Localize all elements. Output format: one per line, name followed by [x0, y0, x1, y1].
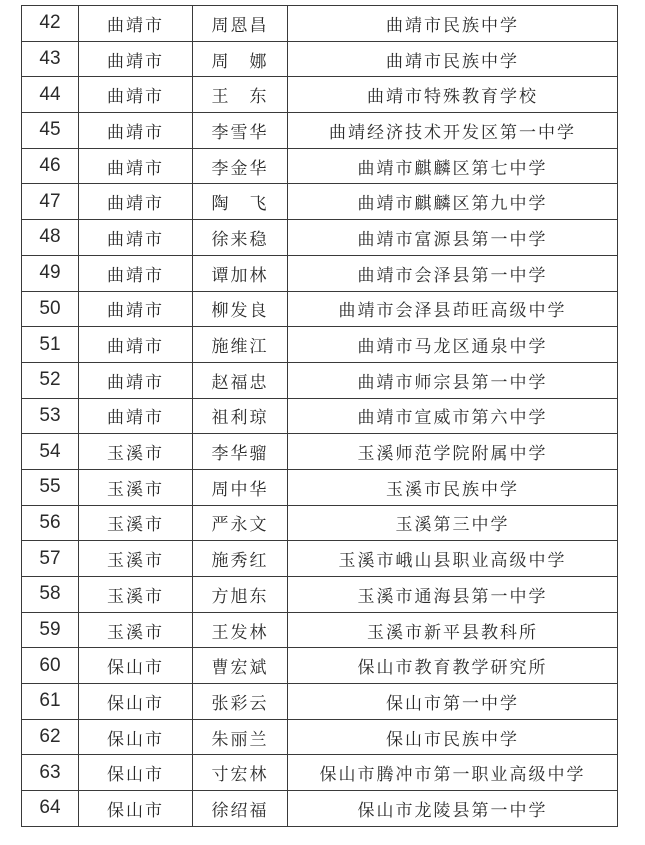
city-cell: 保山市 [79, 684, 193, 720]
city-cell: 曲靖市 [79, 291, 193, 327]
row-number-cell: 61 [22, 684, 79, 720]
row-number-cell: 60 [22, 648, 79, 684]
row-number-cell: 42 [22, 6, 79, 42]
table-row [22, 577, 618, 613]
row-number-cell: 59 [22, 612, 79, 648]
city-cell: 保山市 [79, 719, 193, 755]
name-cell: 谭加林 [193, 255, 288, 291]
name-cell: 祖利琼 [193, 398, 288, 434]
unit-cell: 曲靖市会泽县茚旺高级中学 [288, 291, 618, 327]
row-number-cell: 46 [22, 148, 79, 184]
table-row [22, 719, 618, 755]
unit-cell: 保山市民族中学 [288, 719, 618, 755]
name-cell: 李华骝 [193, 434, 288, 470]
table-row [22, 184, 618, 220]
name-cell: 柳发良 [193, 291, 288, 327]
unit-cell: 曲靖市师宗县第一中学 [288, 362, 618, 398]
unit-cell: 玉溪市通海县第一中学 [288, 577, 618, 613]
city-cell: 曲靖市 [79, 113, 193, 149]
city-cell: 曲靖市 [79, 327, 193, 363]
row-number-cell: 57 [22, 541, 79, 577]
table-row [22, 291, 618, 327]
table-row [22, 648, 618, 684]
row-number-cell: 55 [22, 469, 79, 505]
table-row [22, 398, 618, 434]
city-cell: 曲靖市 [79, 148, 193, 184]
table-row [22, 327, 618, 363]
city-cell: 曲靖市 [79, 255, 193, 291]
city-cell: 曲靖市 [79, 6, 193, 42]
table-row [22, 469, 618, 505]
row-number-cell: 50 [22, 291, 79, 327]
unit-cell: 曲靖市麒麟区第七中学 [288, 148, 618, 184]
row-number-cell: 63 [22, 755, 79, 791]
unit-cell: 玉溪市民族中学 [288, 469, 618, 505]
row-number-cell: 58 [22, 577, 79, 613]
unit-cell: 玉溪市峨山县职业高级中学 [288, 541, 618, 577]
row-number-cell: 53 [22, 398, 79, 434]
unit-cell: 曲靖市民族中学 [288, 6, 618, 42]
name-cell: 徐绍福 [193, 791, 288, 827]
name-cell: 曹宏斌 [193, 648, 288, 684]
row-number-cell: 52 [22, 362, 79, 398]
row-number-cell: 45 [22, 113, 79, 149]
unit-cell: 玉溪市新平县教科所 [288, 612, 618, 648]
unit-cell: 保山市龙陵县第一中学 [288, 791, 618, 827]
name-cell: 王 东 [193, 77, 288, 113]
city-cell: 保山市 [79, 791, 193, 827]
row-number-cell: 47 [22, 184, 79, 220]
table-row [22, 41, 618, 77]
row-number-cell: 54 [22, 434, 79, 470]
name-cell: 施维江 [193, 327, 288, 363]
city-cell: 玉溪市 [79, 434, 193, 470]
city-cell: 玉溪市 [79, 541, 193, 577]
city-cell: 保山市 [79, 648, 193, 684]
city-cell: 曲靖市 [79, 184, 193, 220]
row-number-cell: 43 [22, 41, 79, 77]
city-cell: 曲靖市 [79, 77, 193, 113]
city-cell: 曲靖市 [79, 362, 193, 398]
table-row [22, 77, 618, 113]
city-cell: 玉溪市 [79, 505, 193, 541]
name-cell: 周中华 [193, 469, 288, 505]
city-cell: 玉溪市 [79, 612, 193, 648]
unit-cell: 曲靖市麒麟区第九中学 [288, 184, 618, 220]
name-cell: 施秀红 [193, 541, 288, 577]
unit-cell: 保山市腾冲市第一职业高级中学 [288, 755, 618, 791]
city-cell: 玉溪市 [79, 577, 193, 613]
name-cell: 李雪华 [193, 113, 288, 149]
name-cell: 严永文 [193, 505, 288, 541]
city-cell: 曲靖市 [79, 220, 193, 256]
city-cell: 曲靖市 [79, 398, 193, 434]
name-cell: 王发林 [193, 612, 288, 648]
unit-cell: 曲靖市宣威市第六中学 [288, 398, 618, 434]
unit-cell: 曲靖市特殊教育学校 [288, 77, 618, 113]
unit-cell: 曲靖市富源县第一中学 [288, 220, 618, 256]
table-row [22, 541, 618, 577]
name-cell: 朱丽兰 [193, 719, 288, 755]
table-row [22, 434, 618, 470]
name-cell: 赵福忠 [193, 362, 288, 398]
name-cell: 周 娜 [193, 41, 288, 77]
table-row [22, 6, 618, 42]
table-row [22, 755, 618, 791]
unit-cell: 曲靖市马龙区通泉中学 [288, 327, 618, 363]
table-row [22, 113, 618, 149]
name-cell: 方旭东 [193, 577, 288, 613]
name-cell: 陶 飞 [193, 184, 288, 220]
row-number-cell: 49 [22, 255, 79, 291]
unit-cell: 玉溪师范学院附属中学 [288, 434, 618, 470]
table-row [22, 220, 618, 256]
roster-table-body [22, 6, 618, 827]
name-cell: 徐来稳 [193, 220, 288, 256]
row-number-cell: 44 [22, 77, 79, 113]
unit-cell: 保山市第一中学 [288, 684, 618, 720]
table-row [22, 684, 618, 720]
row-number-cell: 48 [22, 220, 79, 256]
row-number-cell: 56 [22, 505, 79, 541]
row-number-cell: 62 [22, 719, 79, 755]
unit-cell: 玉溪第三中学 [288, 505, 618, 541]
table-row [22, 612, 618, 648]
table-row [22, 505, 618, 541]
unit-cell: 保山市教育教学研究所 [288, 648, 618, 684]
unit-cell: 曲靖市会泽县第一中学 [288, 255, 618, 291]
table-row [22, 255, 618, 291]
unit-cell: 曲靖经济技术开发区第一中学 [288, 113, 618, 149]
table-row [22, 148, 618, 184]
name-cell: 周恩昌 [193, 6, 288, 42]
roster-table [21, 5, 618, 827]
unit-cell: 曲靖市民族中学 [288, 41, 618, 77]
city-cell: 曲靖市 [79, 41, 193, 77]
name-cell: 寸宏林 [193, 755, 288, 791]
row-number-cell: 64 [22, 791, 79, 827]
city-cell: 保山市 [79, 755, 193, 791]
table-row [22, 791, 618, 827]
name-cell: 李金华 [193, 148, 288, 184]
city-cell: 玉溪市 [79, 469, 193, 505]
name-cell: 张彩云 [193, 684, 288, 720]
table-row [22, 362, 618, 398]
row-number-cell: 51 [22, 327, 79, 363]
